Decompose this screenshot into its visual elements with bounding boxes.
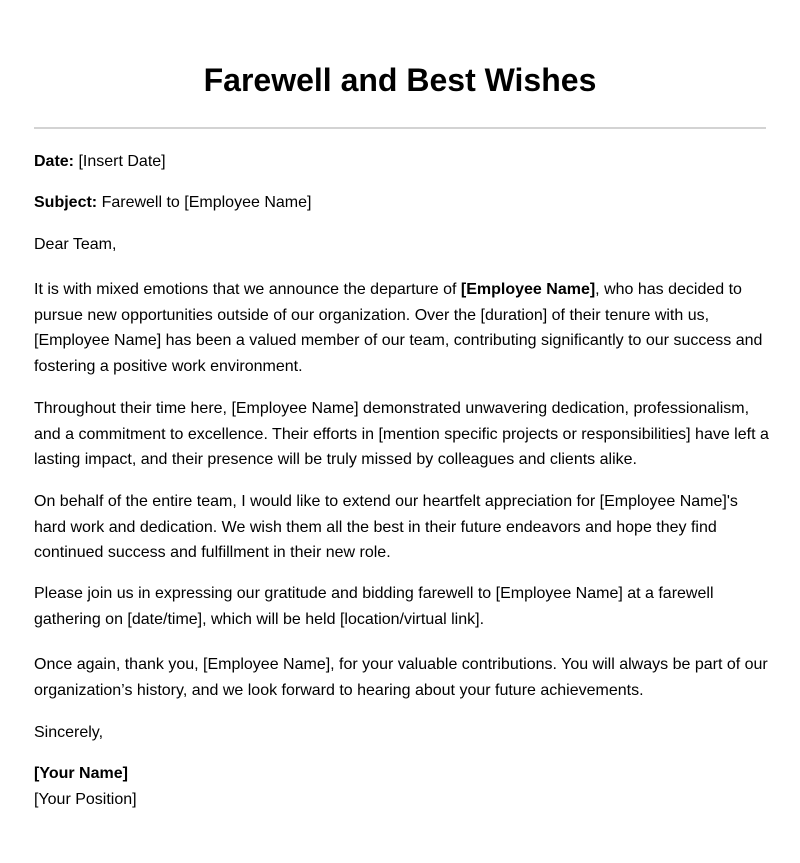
paragraph-departure xyxy=(34,277,769,379)
closing: Sincerely, xyxy=(34,724,104,741)
signature-name-text: [Your Name] xyxy=(34,765,128,782)
date-label: Date: xyxy=(34,153,75,170)
date-line xyxy=(34,152,166,172)
signature-position: [Your Position] xyxy=(34,791,137,808)
paragraph-departure-start: It is with mixed emotions that we announce the departure of xyxy=(34,281,461,298)
title-divider xyxy=(34,127,766,129)
subject-line xyxy=(34,193,311,213)
subject-label: Subject: xyxy=(34,194,98,211)
paragraph-appreciation: On behalf of the entire team, I would like to extend our heartfelt appreciation for [Employee Name]'s hard work and dedication. We wish them all the best in their future endeavors and hope they find continued success and fulfillment in their new role. xyxy=(34,493,738,562)
signature-name xyxy=(34,764,128,784)
employee-name-bold: [Employee Name] xyxy=(460,281,596,298)
subject-value: Farewell to [Employee Name] xyxy=(101,194,312,211)
date-value: [Insert Date] xyxy=(78,153,166,170)
greeting: Dear Team, xyxy=(34,236,117,253)
paragraph-invitation: Please join us in expressing our gratitude and bidding farewell to [Employee Name] at a farewell gathering on [date/time], which will be held [location/virtual link]. xyxy=(34,585,714,628)
paragraph-departure-end: , who has decided to pursue new opportunities outside of our organization. Over the [duration] of their tenure with us, [Employee Name] has been a valued member of our team, contributing significantly to our success and fostering a positive work environment. xyxy=(34,281,763,375)
paragraph-dedication: Throughout their time here, [Employee Name] demonstrated unwavering dedication, professionalism, and a commitment to excellence. Their efforts in [mention specific projects or responsibilities] have left a lasting impact, and their presence will be truly missed by colleagues and clients alike. xyxy=(34,400,769,469)
document-title: Farewell and Best Wishes xyxy=(203,62,597,98)
paragraph-thanks: Once again, thank you, [Employee Name], for your valuable contributions. You will always be part of our organization’s history, and we look forward to hearing about your future achievements. xyxy=(34,656,768,699)
